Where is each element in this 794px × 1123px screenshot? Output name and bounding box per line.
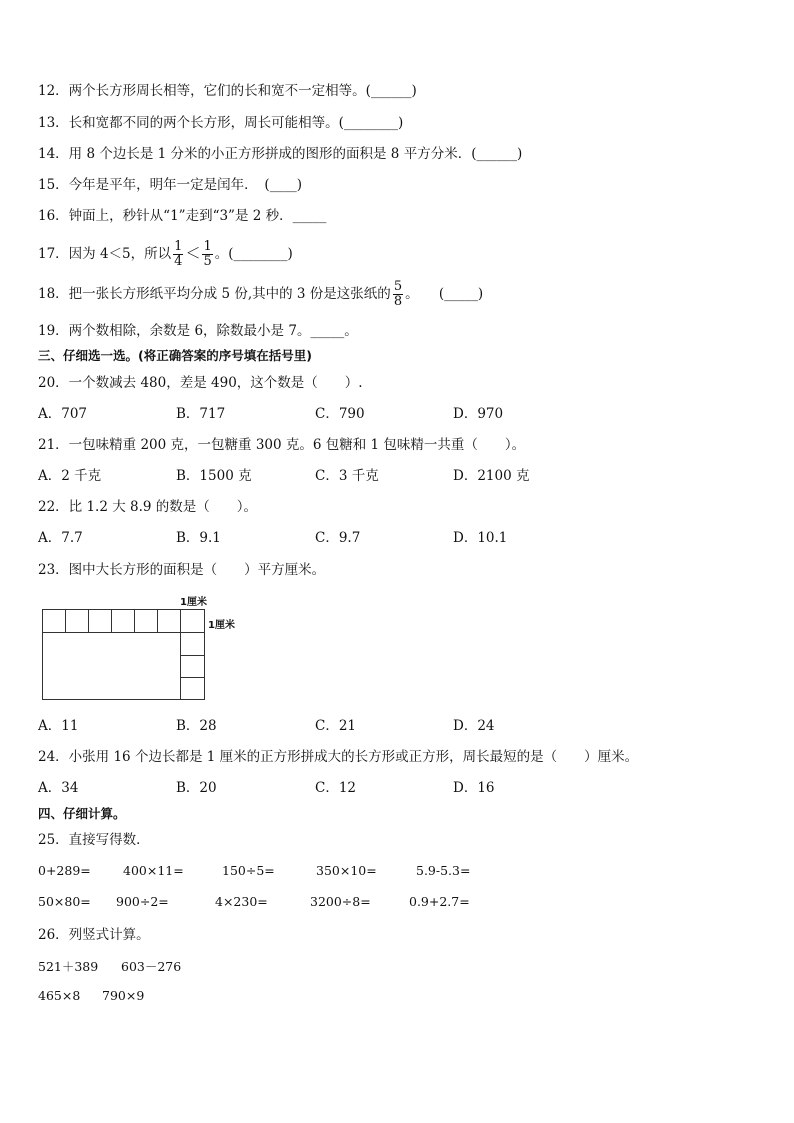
q23-option-d: D．24 bbox=[453, 718, 495, 734]
fraction-denominator: 4 bbox=[174, 254, 183, 269]
q24-option-d: D．16 bbox=[453, 780, 495, 796]
question-20: 20．一个数减去 480，差是 490，这个数是（ ）. bbox=[38, 375, 363, 391]
q21-option-a: A．2 千克 bbox=[38, 468, 102, 484]
question-12: 12．两个长方形周长相等，它们的长和宽不一定相等。(______) bbox=[38, 83, 417, 99]
q18-suffix: 。 (_____) bbox=[405, 286, 484, 302]
q23-option-a: A．11 bbox=[38, 718, 79, 734]
q24-option-b: B．20 bbox=[176, 780, 217, 796]
section-3-heading: 三、仔细选一选。(将正确答案的序号填在括号里) bbox=[38, 348, 312, 363]
question-23: 23．图中大长方形的面积是（ ）平方厘米。 bbox=[38, 562, 326, 578]
question-14: 14．用 8 个边长是 1 分米的小正方形拼成的图形的面积是 8 平方分米．(______) bbox=[38, 146, 523, 162]
fraction-denominator: 8 bbox=[393, 294, 403, 309]
label-top-1cm: 1厘米 bbox=[180, 597, 207, 608]
fraction-one-quarter bbox=[173, 240, 183, 269]
fraction-numerator: 1 bbox=[203, 239, 212, 254]
q24-option-c: C．12 bbox=[315, 780, 357, 796]
question-24: 24．小张用 16 个边长都是 1 厘米的正方形拼成大的长方形或正方形，周长最短的是（ ）厘米。 bbox=[38, 749, 639, 765]
vertical-calc-item: 465×8 bbox=[38, 988, 81, 1003]
calc-item: 5.9-5.3= bbox=[416, 863, 471, 878]
q22-option-b: B．9.1 bbox=[176, 530, 221, 546]
calc-item: 0.9+2.7= bbox=[409, 894, 470, 909]
fraction-numerator: 1 bbox=[174, 239, 183, 254]
calc-item: 150÷5= bbox=[222, 863, 275, 878]
question-15: 15．今年是平年，明年一定是闰年． (____) bbox=[38, 177, 302, 193]
calc-item: 4×230= bbox=[215, 894, 268, 909]
q22-option-d: D．10.1 bbox=[453, 530, 508, 546]
q23-option-c: C．21 bbox=[315, 718, 357, 734]
fraction-denominator: 5 bbox=[203, 254, 212, 269]
rectangle-grid-figure bbox=[38, 592, 248, 704]
calc-item: 350×10= bbox=[316, 863, 377, 878]
q22-option-a: A．7.7 bbox=[38, 530, 83, 546]
q23-option-b: B．28 bbox=[176, 718, 217, 734]
label-right-1cm: 1厘米 bbox=[208, 620, 235, 631]
calc-item: 50×80= bbox=[38, 894, 91, 909]
q21-option-d: D．2100 克 bbox=[453, 468, 530, 484]
fraction-numerator: 5 bbox=[393, 279, 403, 294]
q18-prefix: 18．把一张长方形纸平均分成 5 份,其中的 3 份是这张纸的 bbox=[38, 286, 391, 302]
question-13: 13．长和宽都不同的两个长方形，周长可能相等。(________) bbox=[38, 115, 404, 131]
section-4-heading: 四、仔细计算。 bbox=[38, 806, 126, 821]
fraction-one-fifth bbox=[202, 240, 212, 269]
q21-option-b: B．1500 克 bbox=[176, 468, 252, 484]
q22-option-c: C．9.7 bbox=[315, 530, 361, 546]
vertical-calc-item: 521＋389 bbox=[38, 959, 99, 974]
question-21: 21．一包味精重 200 克，一包糖重 300 克。6 包糖和 1 包味精一共重（ ）。 bbox=[38, 437, 526, 453]
fraction-five-eighths bbox=[393, 280, 403, 309]
q20-option-a: A．707 bbox=[38, 406, 88, 422]
vertical-calc-item: 790×9 bbox=[102, 988, 145, 1003]
q20-option-d: D．970 bbox=[453, 406, 504, 422]
q17-prefix: 17．因为 4＜5，所以 bbox=[38, 246, 172, 262]
question-25: 25．直接写得数． bbox=[38, 832, 150, 848]
vertical-calc-item: 603－276 bbox=[121, 959, 182, 974]
question-26: 26．列竖式计算。 bbox=[38, 927, 150, 943]
question-22: 22．比 1.2 大 8.9 的数是（ ）。 bbox=[38, 499, 258, 515]
q24-option-a: A．34 bbox=[38, 780, 79, 796]
less-than-sign: ＜ bbox=[185, 244, 201, 262]
calc-item: 0+289= bbox=[38, 863, 91, 878]
calc-item: 3200÷8= bbox=[310, 894, 371, 909]
calc-item: 400×11= bbox=[123, 863, 184, 878]
q17-suffix: 。(________) bbox=[214, 246, 293, 262]
q20-option-b: B．717 bbox=[176, 406, 226, 422]
q21-option-c: C．3 千克 bbox=[315, 468, 379, 484]
question-19: 19．两个数相除，余数是 6，除数最小是 7。_____。 bbox=[38, 323, 358, 339]
calc-item: 900÷2= bbox=[116, 894, 169, 909]
question-18 bbox=[38, 275, 483, 313]
q20-option-c: C．790 bbox=[315, 406, 365, 422]
question-17 bbox=[38, 234, 293, 273]
question-16: 16．钟面上，秒针从“1”走到“3”是 2 秒．_____ bbox=[38, 208, 327, 224]
